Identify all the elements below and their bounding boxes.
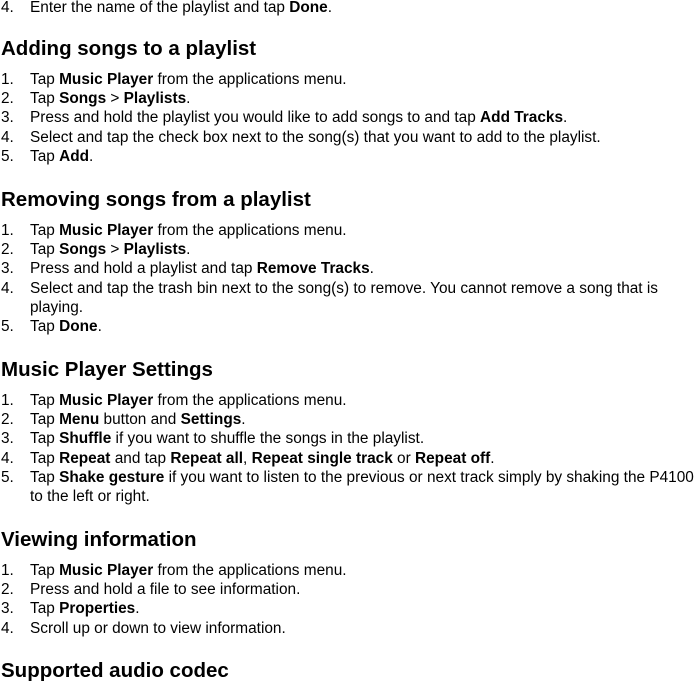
step-text (30, 148, 93, 165)
bold-term: Add (59, 147, 90, 165)
bold-term: Songs (59, 241, 107, 259)
bold-term: Music Player (59, 392, 154, 409)
step-text (30, 392, 347, 409)
step-number: 3. (1, 109, 14, 127)
bold-term: Menu (59, 411, 100, 429)
text-run: . (490, 449, 495, 467)
text-run: from the applications menu. (153, 562, 347, 579)
bold-term: Settings (180, 411, 242, 429)
step-text (30, 222, 347, 239)
list-item (0, 619, 286, 638)
step-text (30, 241, 190, 258)
step-number: 4. (1, 128, 14, 146)
text-run: Press and hold a playlist and tap (30, 260, 257, 278)
bold-term: Repeat (59, 449, 111, 467)
step-number: 1. (1, 222, 14, 239)
text-run: . (186, 241, 191, 259)
step-text (30, 280, 658, 316)
step-number: 2. (1, 90, 14, 108)
list-item (0, 70, 347, 89)
list-item (0, 108, 567, 127)
text-run: . (241, 411, 246, 429)
list-item (0, 580, 300, 599)
text-run: button and (99, 411, 181, 429)
list-item (0, 561, 347, 580)
text-run: from the applications menu. (153, 392, 347, 409)
text-run: if you want to shuffle the songs in the playlist. (111, 430, 425, 448)
text-run: . (135, 600, 140, 618)
text-run: , (243, 449, 252, 467)
bold-term: Music Player (59, 562, 154, 579)
text-run: Select and tap the check box next to the song(s) that you want to add to the playlist. (30, 128, 601, 146)
list-item (0, 391, 347, 410)
step-number: 4. (1, 0, 14, 16)
bold-term: Remove Tracks (256, 260, 370, 278)
text-run: Tap (30, 468, 60, 486)
bold-term: Music Player (59, 71, 154, 88)
bold-term: Done (59, 318, 98, 335)
section-heading: Removing songs from a playlist (1, 188, 311, 211)
bold-term: Repeat single track (251, 449, 393, 467)
bold-term: Add Tracks (480, 109, 564, 127)
step-number: 1. (1, 71, 14, 88)
step-number: 5. (1, 468, 14, 486)
text-run: from the applications menu. (153, 222, 347, 239)
text-run: > (106, 90, 124, 108)
bold-term: Repeat all (170, 449, 244, 467)
text-run: Select and tap the trash bin next to the song(s) to remove. You cannot remove a song that is playing. (30, 279, 658, 316)
text-run: . (89, 147, 94, 165)
text-run: . (97, 318, 102, 335)
text-run: Tap (30, 392, 60, 409)
list-item (0, 317, 102, 336)
step-text (30, 0, 332, 16)
step-number: 5. (1, 147, 14, 165)
step-text (30, 90, 190, 107)
step-number: 4. (1, 449, 14, 467)
text-run: Tap (30, 318, 60, 335)
section-heading: Viewing information (1, 528, 197, 551)
text-run: Tap (30, 430, 60, 448)
section-heading: Music Player Settings (1, 358, 213, 381)
text-run: > (106, 241, 124, 259)
section-heading: Adding songs to a playlist (1, 37, 257, 60)
list-item (0, 221, 347, 240)
list-item (0, 429, 424, 448)
step-text (30, 71, 347, 88)
step-text (30, 600, 140, 617)
text-run: Tap (30, 222, 60, 239)
section-heading: Supported audio codec (1, 659, 229, 682)
text-run: Tap (30, 600, 60, 618)
text-run: Scroll up or down to view information. (30, 619, 286, 637)
step-text (30, 562, 347, 579)
list-item (0, 240, 190, 259)
bold-term: Properties (59, 600, 136, 618)
text-run: . (327, 0, 333, 16)
step-number: 2. (1, 241, 14, 259)
list-item (0, 449, 495, 468)
step-number: 1. (1, 392, 14, 409)
step-text (30, 450, 495, 467)
text-run: Press and hold the playlist you would like to add songs to and tap (30, 109, 481, 127)
step-number: 2. (1, 581, 14, 599)
bold-term: Playlists (123, 90, 187, 108)
bold-term: Songs (59, 90, 107, 108)
step-text (30, 430, 424, 447)
intro-step (0, 0, 697, 17)
step-text (30, 260, 374, 277)
text-run: Tap (30, 71, 60, 88)
text-run: Tap (30, 241, 60, 259)
bold-term: Done (289, 0, 328, 16)
text-run: from the applications menu. (153, 71, 347, 88)
text-run: Press and hold a file to see information. (30, 581, 301, 599)
list-item (0, 89, 190, 108)
text-run: . (186, 90, 191, 108)
text-run: Tap (30, 90, 60, 108)
step-text (30, 411, 246, 428)
text-run: or (392, 449, 415, 467)
step-text (30, 129, 601, 146)
text-run: and tap (110, 449, 171, 467)
step-number: 2. (1, 411, 14, 429)
text-run: if you want to listen to the previous or next track simply by shaking the P4100 to the left or right. (30, 468, 694, 506)
step-text (30, 109, 567, 126)
bold-term: Shake gesture (59, 468, 165, 486)
step-text (30, 469, 694, 505)
text-run: Enter the name of the playlist and tap (30, 0, 290, 16)
list-item (0, 128, 601, 147)
step-number: 4. (1, 619, 14, 637)
bold-term: Repeat off (415, 449, 491, 467)
text-run: Tap (30, 449, 60, 467)
step-text (30, 620, 286, 637)
step-text (30, 318, 102, 335)
list-item (0, 410, 246, 429)
list-item (0, 599, 140, 618)
step-text (30, 581, 300, 598)
text-run: Tap (30, 411, 60, 429)
text-run: . (369, 260, 374, 278)
bold-term: Music Player (59, 222, 154, 239)
step-number: 5. (1, 318, 14, 335)
step-number: 4. (1, 279, 14, 297)
step-number: 3. (1, 430, 14, 448)
text-run: . (563, 109, 568, 127)
step-number: 3. (1, 260, 14, 278)
bold-term: Playlists (123, 241, 187, 259)
bold-term: Shuffle (59, 430, 112, 448)
list-item (0, 279, 697, 318)
list-item (0, 147, 93, 166)
list-item (0, 468, 697, 507)
list-item (0, 259, 374, 278)
text-run: Tap (30, 562, 60, 579)
step-number: 3. (1, 600, 14, 618)
text-run: Tap (30, 147, 60, 165)
step-number: 1. (1, 562, 14, 579)
